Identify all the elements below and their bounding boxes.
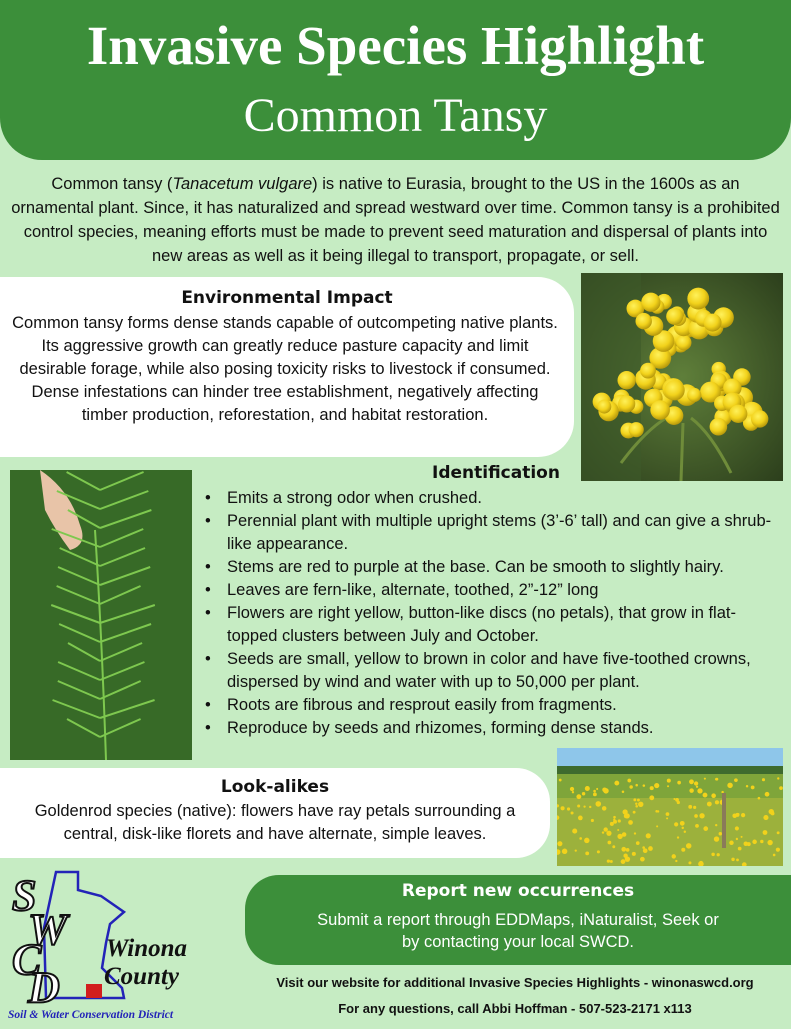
header-banner	[0, 0, 791, 160]
report-panel	[245, 875, 791, 965]
page-title: Invasive Species Highlight	[86, 15, 705, 76]
logo-tagline: Soil & Water Conservation District	[8, 1009, 174, 1021]
page-subtitle: Common Tansy	[243, 89, 548, 142]
report-text: Submit a report through EDDMaps, iNaturalist, Seek or by contacting your local SWCD.	[317, 911, 719, 951]
lookalikes-title: Look-alikes	[220, 777, 330, 797]
list-item: • Reproduce by seeds and rhizomes, forming dense stands.	[205, 717, 785, 740]
logo-letter-w: W	[28, 905, 68, 954]
environmental-impact-text: Common tansy forms dense stands capable of outcompeting native plants. Its aggressive growth can greatly reduce pasture capacity and limit desirable forage, while also posing toxicity risks to livestock if consumed. Dense infestations can hinder tree establishment, negatively affecting timber production, reforestation, and habitat restoration.	[12, 314, 558, 424]
swcd-logo	[6, 868, 236, 1024]
tansy-leaf-photo	[10, 470, 192, 760]
logo-letter-d: D	[28, 963, 60, 1012]
list-item: • Stems are red to purple at the base. Can be smooth to slightly hairy.	[205, 556, 785, 579]
scientific-name: Tanacetum vulgare	[172, 175, 313, 193]
logo-county-line1: Winona	[106, 935, 188, 962]
list-item: • Emits a strong odor when crushed.	[205, 487, 785, 510]
list-item: • Seeds are small, yellow to brown in color and have five-toothed crowns, dispersed by wind and water with up to 50,000 per plant.	[205, 648, 785, 694]
intro-paragraph: Common tansy (Tanacetum vulgare) is native to Eurasia, brought to the US in the 1600s as an ornamental plant. Since, it has naturalized and spread westward over time. Common tansy is a prohibited control species, meaning efforts must be made to prevent seed maturation and dispersal of plants into new areas as well as it being illegal to transport, propagate, or sell.	[11, 175, 780, 265]
identification-list	[205, 487, 785, 740]
list-item: • Flowers are right yellow, button-like discs (no petals), that grow in flat-topped clusters between July and October.	[205, 602, 785, 648]
logo-county-line2: County	[104, 963, 180, 990]
website-line: Visit our website for additional Invasive Species Highlights - winonaswcd.org	[276, 975, 754, 990]
report-title: Report new occurrences	[401, 881, 635, 901]
lookalikes-panel	[0, 768, 550, 858]
tansy-field-photo	[557, 748, 783, 866]
list-item: • Roots are fibrous and resprout easily from fragments.	[205, 694, 785, 717]
environmental-impact-panel	[0, 277, 574, 457]
logo-letter-s: S	[12, 871, 37, 920]
logo-letter-c: C	[12, 935, 42, 984]
environmental-impact-title: Environmental Impact	[181, 288, 393, 308]
lookalikes-text: Goldenrod species (native): flowers have ray petals surrounding a central, disk-like florets and have alternate, simple leaves.	[34, 802, 516, 843]
list-item: • Leaves are fern-like, alternate, toothed, 2”-12” long	[205, 579, 785, 602]
tansy-flowers-photo	[581, 273, 783, 481]
list-item: • Perennial plant with multiple upright stems (3’-6’ tall) and can give a shrub-like appearance.	[205, 510, 785, 556]
contact-line: For any questions, call Abbi Hoffman - 507-523-2171 x113	[338, 1001, 692, 1016]
identification-title: Identification	[432, 463, 560, 483]
